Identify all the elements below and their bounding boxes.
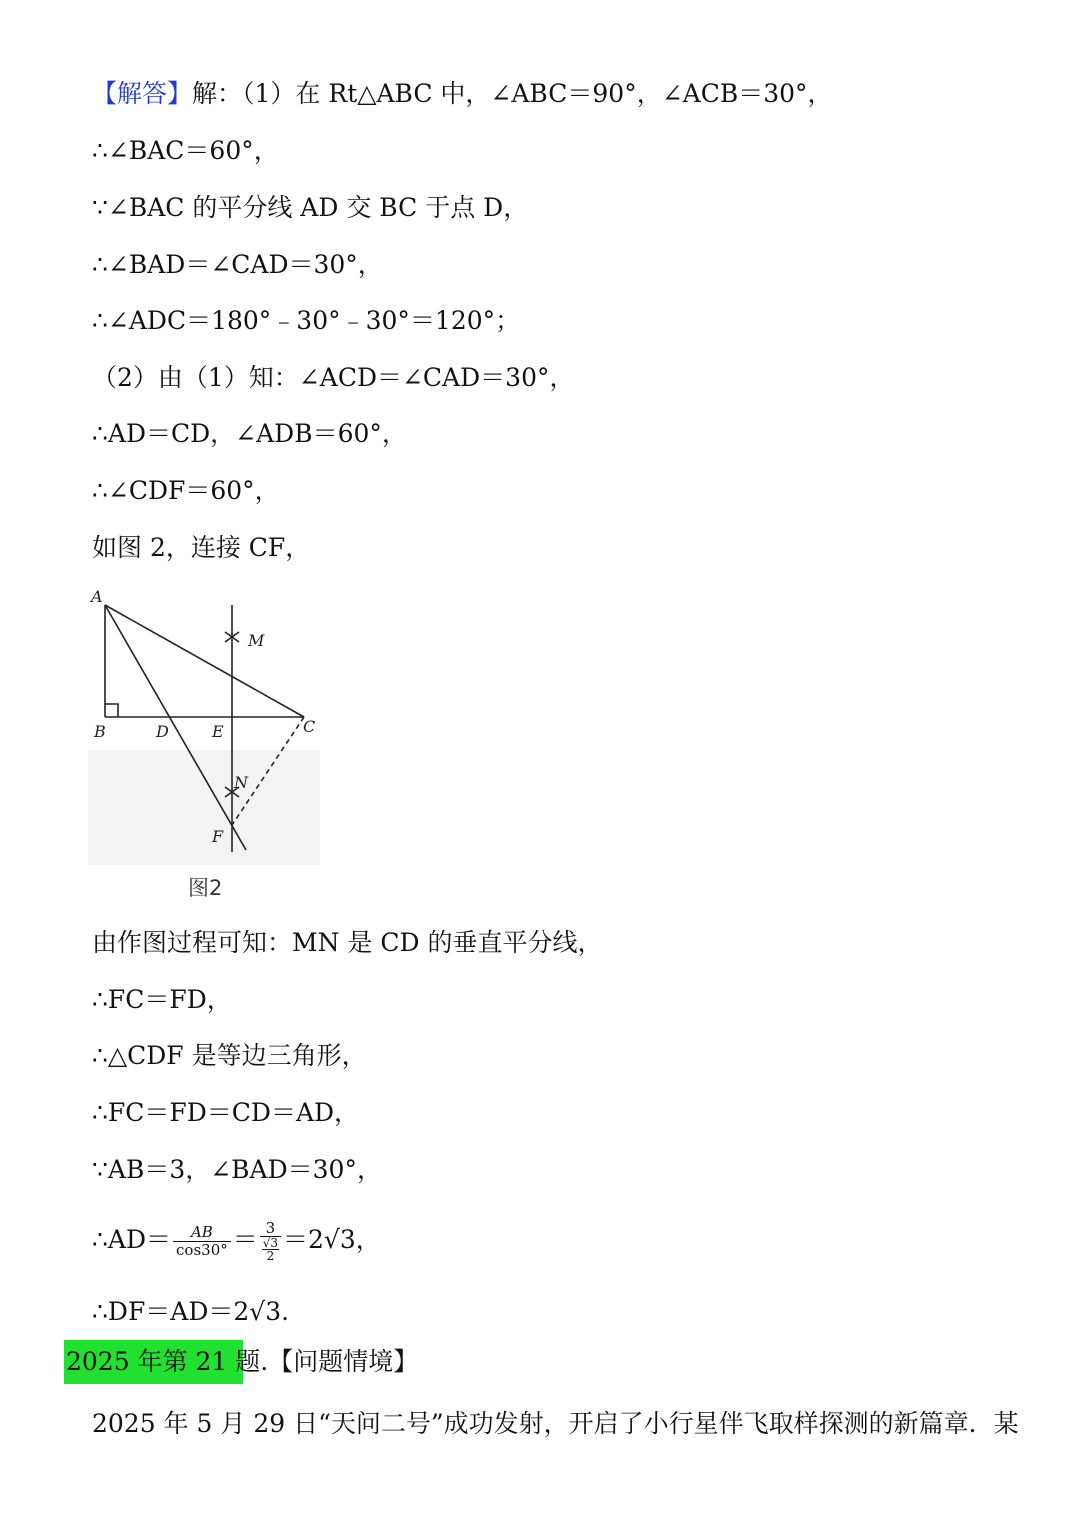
fraction-denominator-root3-over-2 [260, 1237, 281, 1263]
solution-line-15: ∴DF＝AD＝2√3. [92, 1297, 290, 1326]
figure-shading [88, 750, 320, 865]
formula-equals: ＝ [232, 1225, 258, 1254]
mini-fraction [262, 1237, 279, 1262]
figure-caption: 图2 [188, 876, 223, 900]
mini-denominator: 2 [266, 1249, 275, 1263]
problem-text-line: 2025 年 5 月 29 日“天问二号”成功发射，开启了小行星伴飞取样探测的新篇章．某 [92, 1409, 1019, 1438]
solution-line-10: 由作图过程可知：MN 是 CD 的垂直平分线， [92, 928, 603, 957]
label-b: B [94, 722, 106, 741]
answer-tag: 【解答】 [92, 79, 193, 108]
solution-line-2: ∴∠BAC＝60°， [92, 136, 279, 165]
label-c: C [303, 717, 316, 736]
fraction-ab-over-cos [173, 1224, 231, 1259]
segment-ac [105, 605, 304, 717]
next-problem-header [66, 1342, 418, 1382]
solution-line-14: ∵AB＝3，∠BAD＝30°， [92, 1155, 382, 1184]
fraction-denominator-cos: cos30° [176, 1241, 228, 1259]
ad-formula-line [92, 1208, 381, 1272]
label-a: A [91, 587, 103, 606]
fraction-3-over-root3-half [260, 1220, 281, 1263]
solution-line-11: ∴FC＝FD， [92, 985, 232, 1014]
fraction-numerator-ab: AB [173, 1224, 231, 1242]
label-d: D [156, 722, 169, 741]
solution-line-4: ∴∠BAD＝∠CAD＝30°， [92, 250, 383, 279]
solution-line-8: ∴∠CDF＝60°， [92, 476, 280, 505]
mini-numerator: √3 [262, 1236, 279, 1250]
solution-line-12: ∴△CDF 是等边三角形， [92, 1041, 367, 1070]
label-m: M [248, 631, 265, 650]
label-n: N [234, 773, 248, 792]
solution-line-13: ∴FC＝FD＝CD＝AD， [92, 1098, 360, 1127]
solution-line-9: 如图 2，连接 CF， [92, 533, 311, 562]
solution-line-6: （2）由（1）知：∠ACD＝∠CAD＝30°， [92, 363, 575, 392]
solution-line-3: ∵∠BAC 的平分线 AD 交 BC 于点 D， [92, 193, 529, 222]
geometry-figure [88, 580, 324, 910]
right-angle-mark [105, 704, 118, 717]
formula-result: ＝2√3， [283, 1225, 381, 1254]
label-e: E [212, 722, 224, 741]
solution-text-1: 解：（1）在 Rt△ABC 中，∠ABC＝90°，∠ACB＝30°， [192, 79, 833, 108]
solution-line-7: ∴AD＝CD，∠ADB＝60°， [92, 419, 407, 448]
problem-number: 2025 年第 21 题. [66, 1347, 269, 1376]
fraction-numerator-3: 3 [260, 1220, 281, 1237]
problem-section-title: 【问题情境】 [268, 1347, 419, 1376]
formula-prefix: ∴AD＝ [92, 1225, 172, 1254]
solution-line-5: ∴∠ADC＝180°﹣30°﹣30°＝120°； [92, 306, 521, 335]
solution-line-1 [92, 74, 833, 114]
label-f: F [212, 827, 224, 846]
